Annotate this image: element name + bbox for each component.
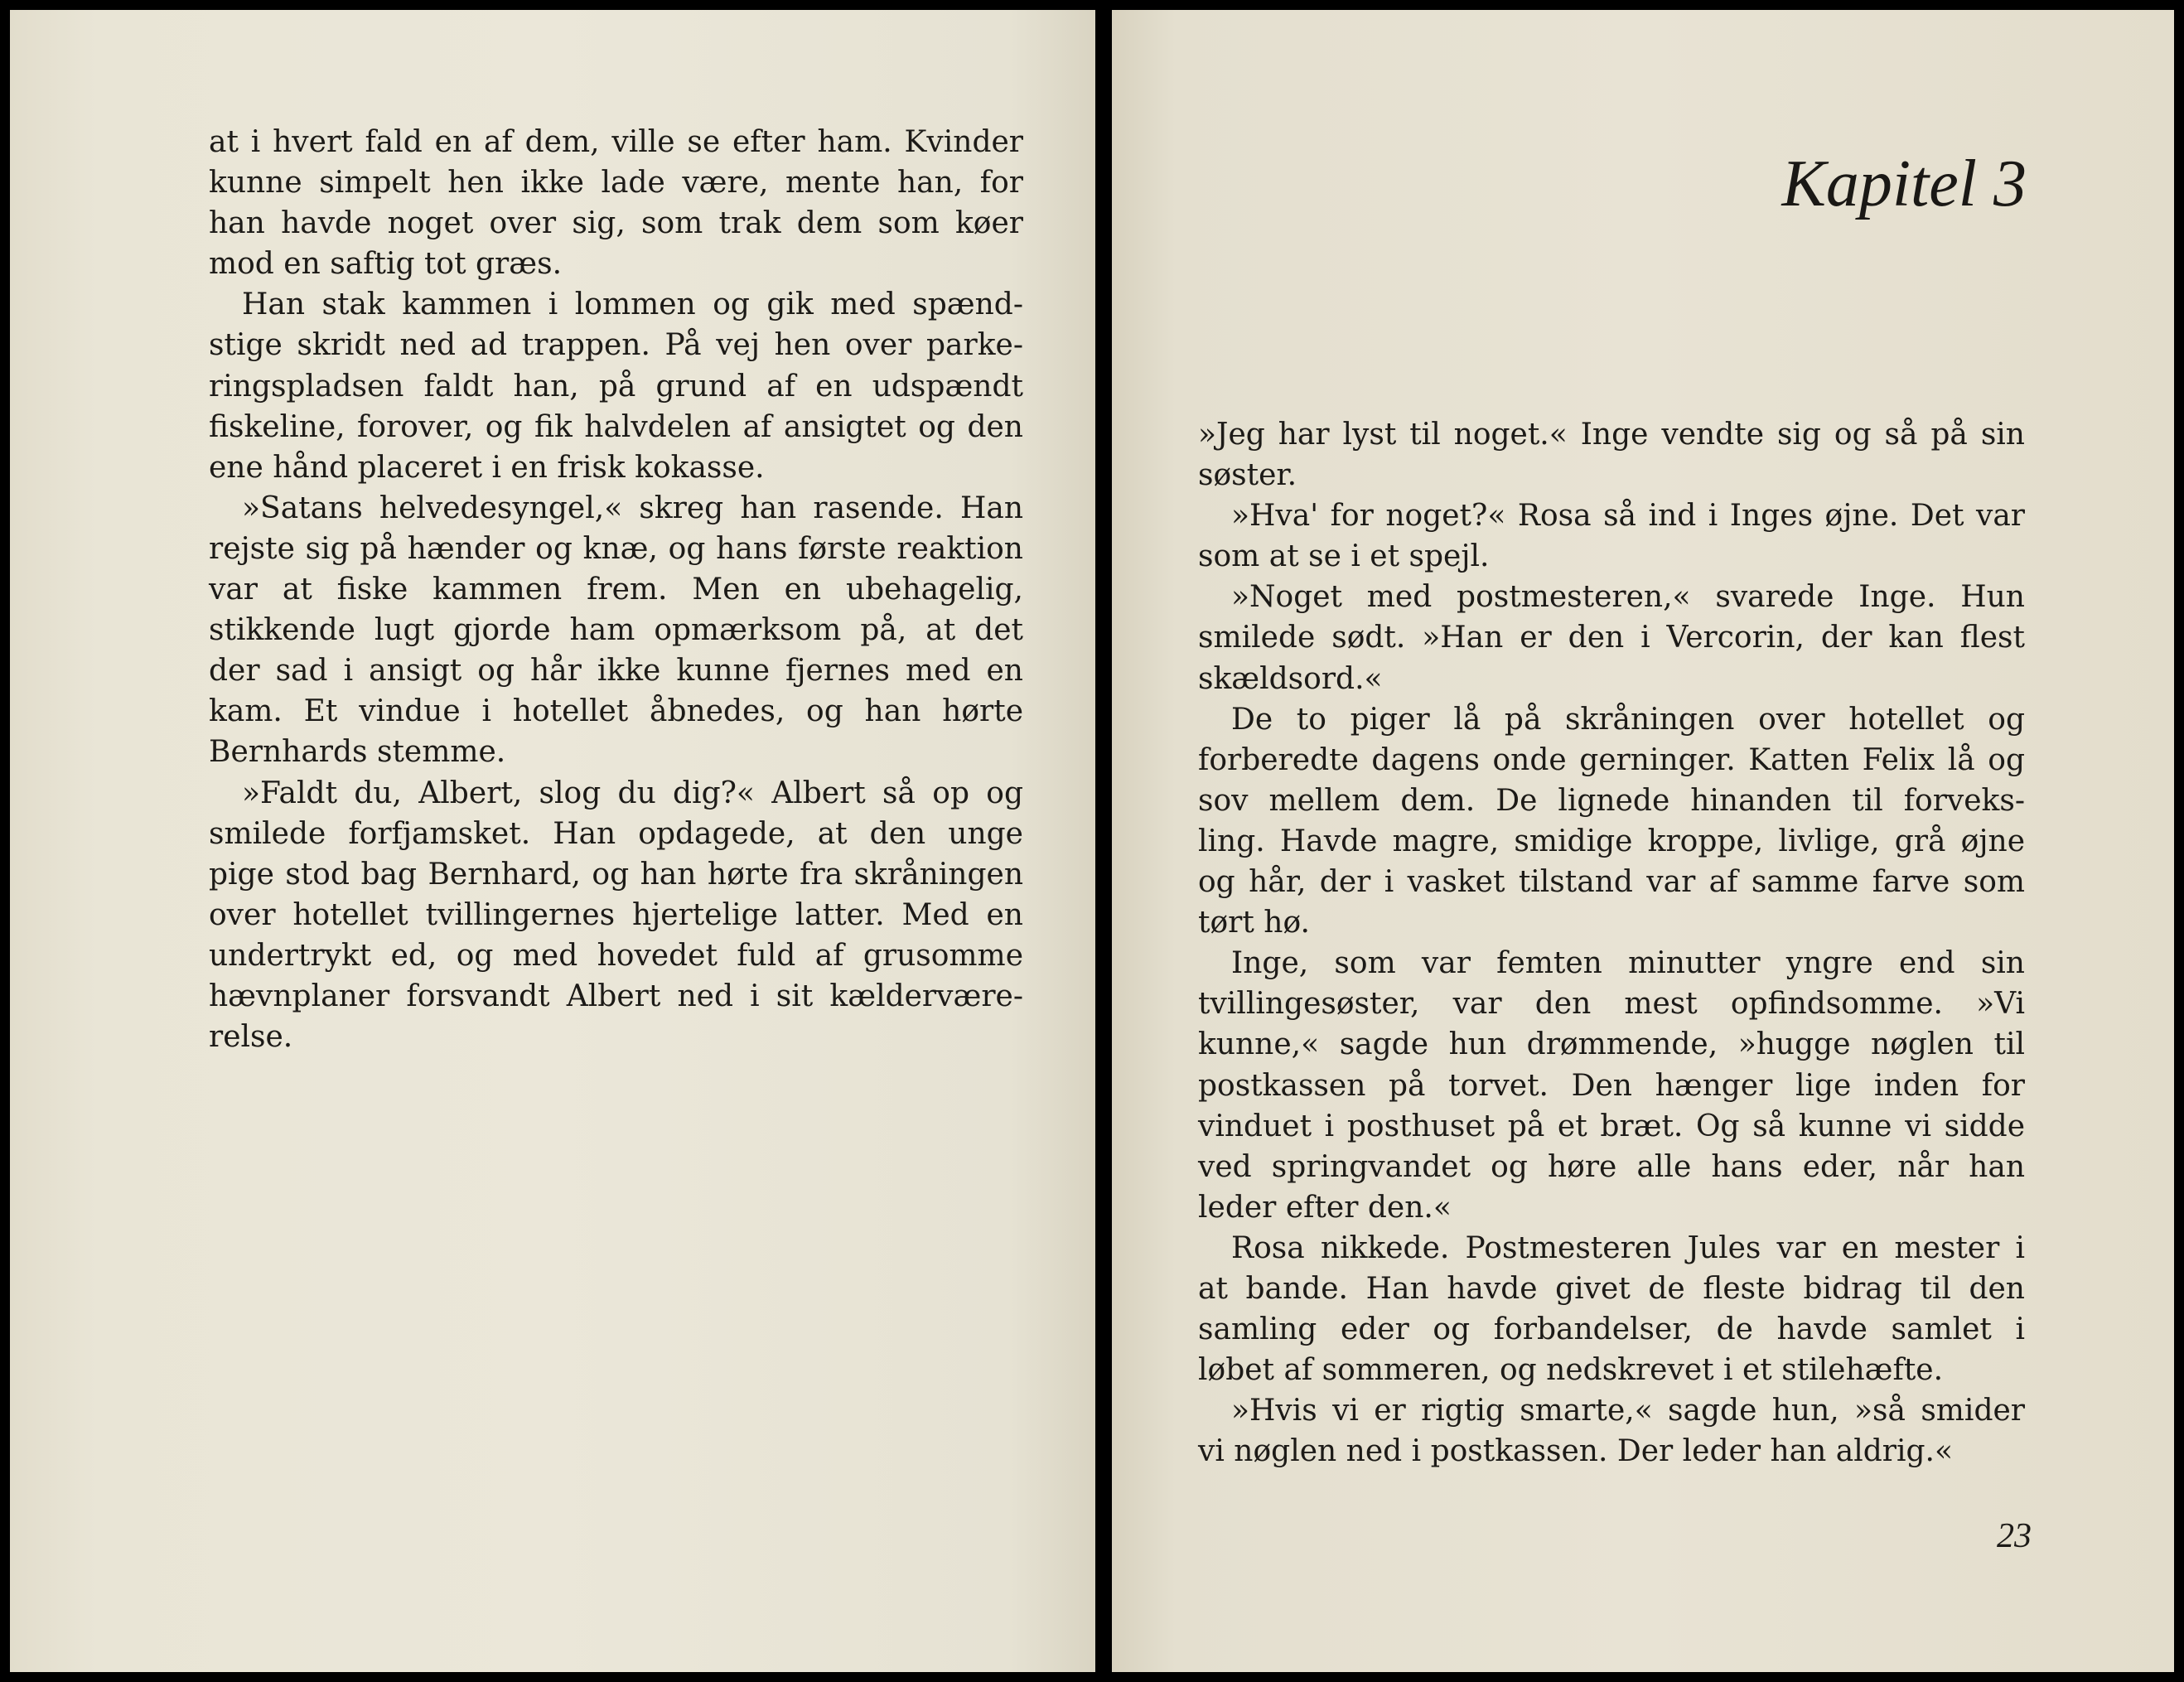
paragraph xyxy=(209,773,1023,1058)
text-line: vinduet i posthuset på et bræt. Og så kunne vi sidde xyxy=(1198,1109,2025,1143)
text-line: Inge, som var femten minutter yngre end sin xyxy=(1231,946,2025,981)
text-line: over hotellet tvillingernes hjertelige latter. Med en xyxy=(209,897,1023,932)
text-line: hævnplaner forsvandt Albert ned i sit kældervære- xyxy=(209,979,1023,1013)
paragraph xyxy=(1198,1390,2025,1472)
text-line: relse. xyxy=(209,1020,293,1055)
text-line: skældsord.« xyxy=(1198,661,1383,696)
text-line: som at se i et spejl. xyxy=(1198,539,1490,574)
paragraph xyxy=(209,284,1023,487)
text-line: samling eder og forbandelser, de havde samlet i xyxy=(1198,1312,2025,1347)
text-line: sov mellem dem. De lignede hinanden til forveks- xyxy=(1198,783,2025,818)
text-line: og hår, der i vasket tilstand var af samme farve som xyxy=(1198,865,2025,900)
paragraph xyxy=(1198,699,2025,944)
paragraph xyxy=(209,122,1023,284)
text-line: kunne simpelt hen ikke lade være, mente han, for xyxy=(209,166,1023,201)
text-line: ling. Havde magre, smidige kroppe, livlige, grå øjne xyxy=(1198,824,2025,858)
chapter-heading: Kapitel 3 xyxy=(1781,147,2027,220)
text-line: søster. xyxy=(1198,458,1297,493)
text-line: pige stod bag Bernhard, og han hørte fra skråningen xyxy=(209,857,1023,892)
text-line: »Faldt du, Albert, slog du dig?« Albert så op og xyxy=(242,776,1023,810)
text-line: stikkende lugt gjorde ham opmærksom på, at det xyxy=(209,613,1023,648)
text-line: ringspladsen faldt han, på grund af en udspændt xyxy=(209,369,1023,404)
text-line: Rosa nikkede. Postmesteren Jules var en mester i xyxy=(1231,1230,2025,1265)
text-line: smilede forfjamsket. Han opdagede, at den unge xyxy=(209,816,1023,851)
text-line: at bande. Han havde givet de fleste bidrag til den xyxy=(1198,1271,2025,1306)
text-line: »Jeg har lyst til noget.« Inge vendte sig og så på sin xyxy=(1198,418,2025,452)
text-line: stige skridt ned ad trappen. På vej hen over parke- xyxy=(209,328,1023,363)
text-line: Han stak kammen i lommen og gik med spænd- xyxy=(242,288,1023,322)
text-line: Bernhards stemme. xyxy=(209,735,506,770)
text-line: forberedte dagens onde gerninger. Katten Felix lå og xyxy=(1198,742,2025,777)
text-line: vi nøglen ned i postkassen. Der leder han aldrig.« xyxy=(1198,1434,1954,1469)
text-line: »Noget med postmesteren,« svarede Inge. Hun xyxy=(1231,580,2025,615)
text-line: fiskeline, forover, og fik halvdelen af ansigtet og den xyxy=(209,409,1023,444)
text-line: at i hvert fald en af dem, ville se efter ham. Kvinder xyxy=(209,125,1023,159)
text-line: leder efter den.« xyxy=(1198,1190,1452,1225)
text-line: De to piger lå på skråningen over hotellet og xyxy=(1231,702,2025,737)
paragraph xyxy=(1198,943,2025,1228)
text-line: smilede sødt. »Han er den i Vercorin, der kan flest xyxy=(1198,621,2025,655)
text-line: han havde noget over sig, som trak dem som køer xyxy=(209,206,1023,241)
paragraph xyxy=(1198,414,2025,495)
paragraph xyxy=(1198,577,2025,698)
text-line: postkassen på torvet. Den hænger lige inden for xyxy=(1198,1068,2025,1103)
text-line: »Hva' for noget?« Rosa så ind i Inges øjne. Det var xyxy=(1231,499,2025,534)
paragraph xyxy=(209,488,1023,773)
left-page xyxy=(10,10,1095,1672)
text-line: kam. Et vindue i hotellet åbnedes, og han hørte xyxy=(209,694,1023,729)
text-line: der sad i ansigt og hår ikke kunne fjernes med en xyxy=(209,654,1023,689)
text-line: mod en saftig tot græs. xyxy=(209,247,563,282)
left-page-text xyxy=(209,122,1023,1057)
text-line: løbet af sommeren, og nedskrevet i et stilehæfte. xyxy=(1198,1353,1944,1388)
right-page-text xyxy=(1198,414,2025,1472)
right-page xyxy=(1112,10,2174,1672)
paragraph xyxy=(1198,1228,2025,1390)
text-line: kunne,« sagde hun drømmende, »hugge nøglen til xyxy=(1198,1027,2025,1062)
text-line: ved springvandet og høre alle hans eder, når han xyxy=(1198,1149,2025,1184)
text-line: »Satans helvedesyngel,« skreg han rasende. Han xyxy=(242,491,1023,525)
text-line: rejste sig på hænder og knæ, og hans første reaktion xyxy=(209,531,1023,566)
text-line: tvillingesøster, var den mest opfindsomme. »Vi xyxy=(1198,987,2025,1022)
page-number: 23 xyxy=(1997,1517,2032,1555)
text-line: »Hvis vi er rigtig smarte,« sagde hun, »så smider xyxy=(1231,1394,2025,1428)
text-line: undertrykt ed, og med hovedet fuld af grusomme xyxy=(209,938,1023,973)
text-line: var at fiske kammen frem. Men en ubehagelig, xyxy=(209,573,1023,607)
paragraph xyxy=(1198,495,2025,577)
text-line: tørt hø. xyxy=(1198,906,1310,940)
text-line: ene hånd placeret i en frisk kokasse. xyxy=(209,450,765,485)
